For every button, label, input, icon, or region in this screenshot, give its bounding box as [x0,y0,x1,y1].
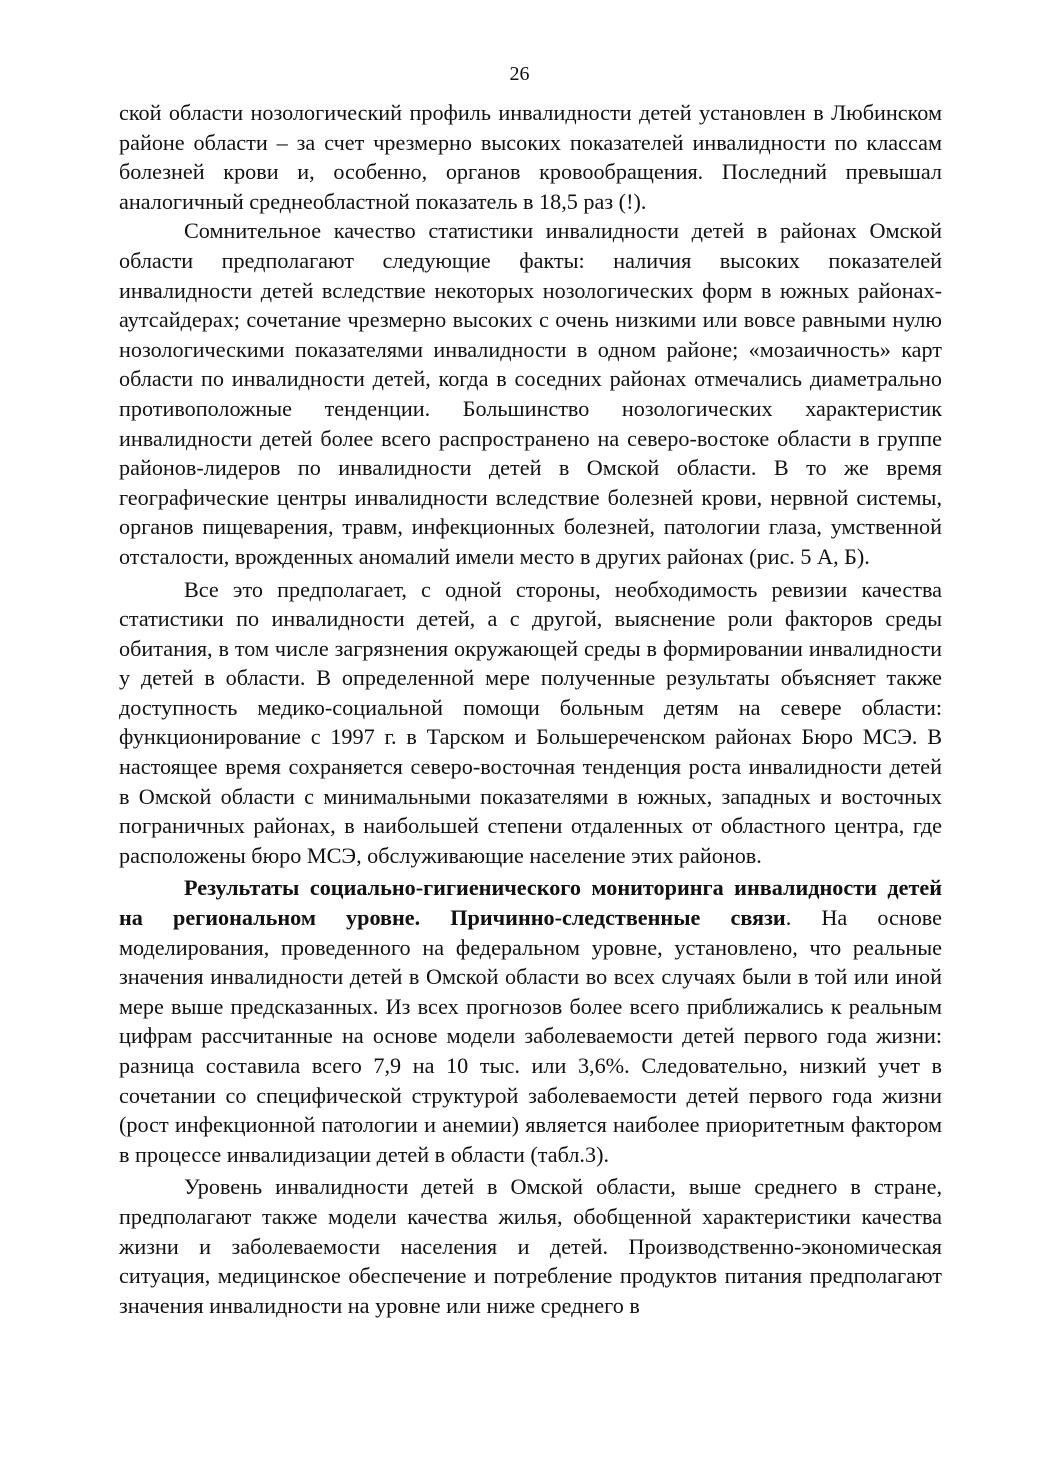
section-heading-body: . На основе моделирования, проведенного на федеральном уровне, установлено, что реальные значения инвалидности детей в Омской области во всех случаях были в той или иной мере выше предсказанных. Из всех прогнозов более всего приближались к реальным цифрам рассчитанные на основе модели заболеваемости детей первого года жизни: разница составила всего 7,9 на 10 тыс. или 3,6%. Следовательно, низкий учет в сочетании со специфической структурой заболеваемости детей первого года жизни (рост инфекционной патологии и анемии) является наиболее приоритетным фактором в процессе инвалидизации детей в области (табл.3). [119,905,943,1167]
paragraph-continuation: ской области нозологический профиль инвалидности детей установлен в Любинском районе области – за счет чрезмерно высоких показателей инвалидности по классам болезней крови и, особенно, органов кровообращения. Последний превышал аналогичный среднеобластной показатель в 18,5 раз (!). [119,100,942,214]
document-body [119,98,942,1320]
paragraph-revision-need: Все это предполагает, с одной стороны, необходимость ревизии качества статистики по инвалидности детей, а с другой, выяснение роли факторов среды обитания, в том числе загрязнения окружающей среды в формировании инвалидности у детей в области. В определенной мере полученные результаты объясняет также доступность медико-социальной помощи больным детям на севере области: функционирование с 1997 г. в Тарском и Большереченском районах Бюро МСЭ. В настоящее время сохраняется северо-восточная тенденция роста инвалидности детей в Омской области с минимальными показателями в южных, западных и восточных пограничных районах, в наибольшей степени отдаленных от областного центра, где расположены бюро МСЭ, обслуживающие население этих районов. [119,576,942,868]
paragraph-monitoring-results [119,873,942,1169]
paragraph-statistics-quality: Сомнительное качество статистики инвалидности детей в районах Омской области предполагают следующие факты: наличия высоких показателей инвалидности детей вследствие некоторых нозологических форм в южных районах-аутсайдерах; сочетание чрезмерно высоких с очень низкими или вовсе равными нулю нозологическими показателями инвалидности в одном районе; «мозаичность» карт области по инвалидности детей, когда в соседних районах отмечались диаметрально противоположные тенденции. Большинство нозологических характеристик инвалидности детей более всего распространено на северо-востоке области в группе районов-лидеров по инвалидности детей в Омской области. В то же время географические центры инвалидности вследствие болезней крови, нервной системы, органов пищеварения, травм, инфекционных болезней, патологии глаза, умственной отсталости, врожденных аномалий имели место в других районах (рис. 5 А, Б). [119,218,942,569]
paragraph-disability-level: Уровень инвалидности детей в Омской области, выше среднего в стране, предполагают также модели качества жилья, обобщенной характеристики качества жизни и заболеваемости населения и детей. Производственно-экономическая ситуация, медицинское обеспечение и потребление продуктов питания предполагают значения инвалидности на уровне или ниже среднего в [119,1174,942,1318]
page-number: 26 [509,63,530,85]
section-heading: Результаты социально-гигиенического мониторинга инвалидности детей на региональном уровне. Причинно-следственные связи [119,875,942,931]
